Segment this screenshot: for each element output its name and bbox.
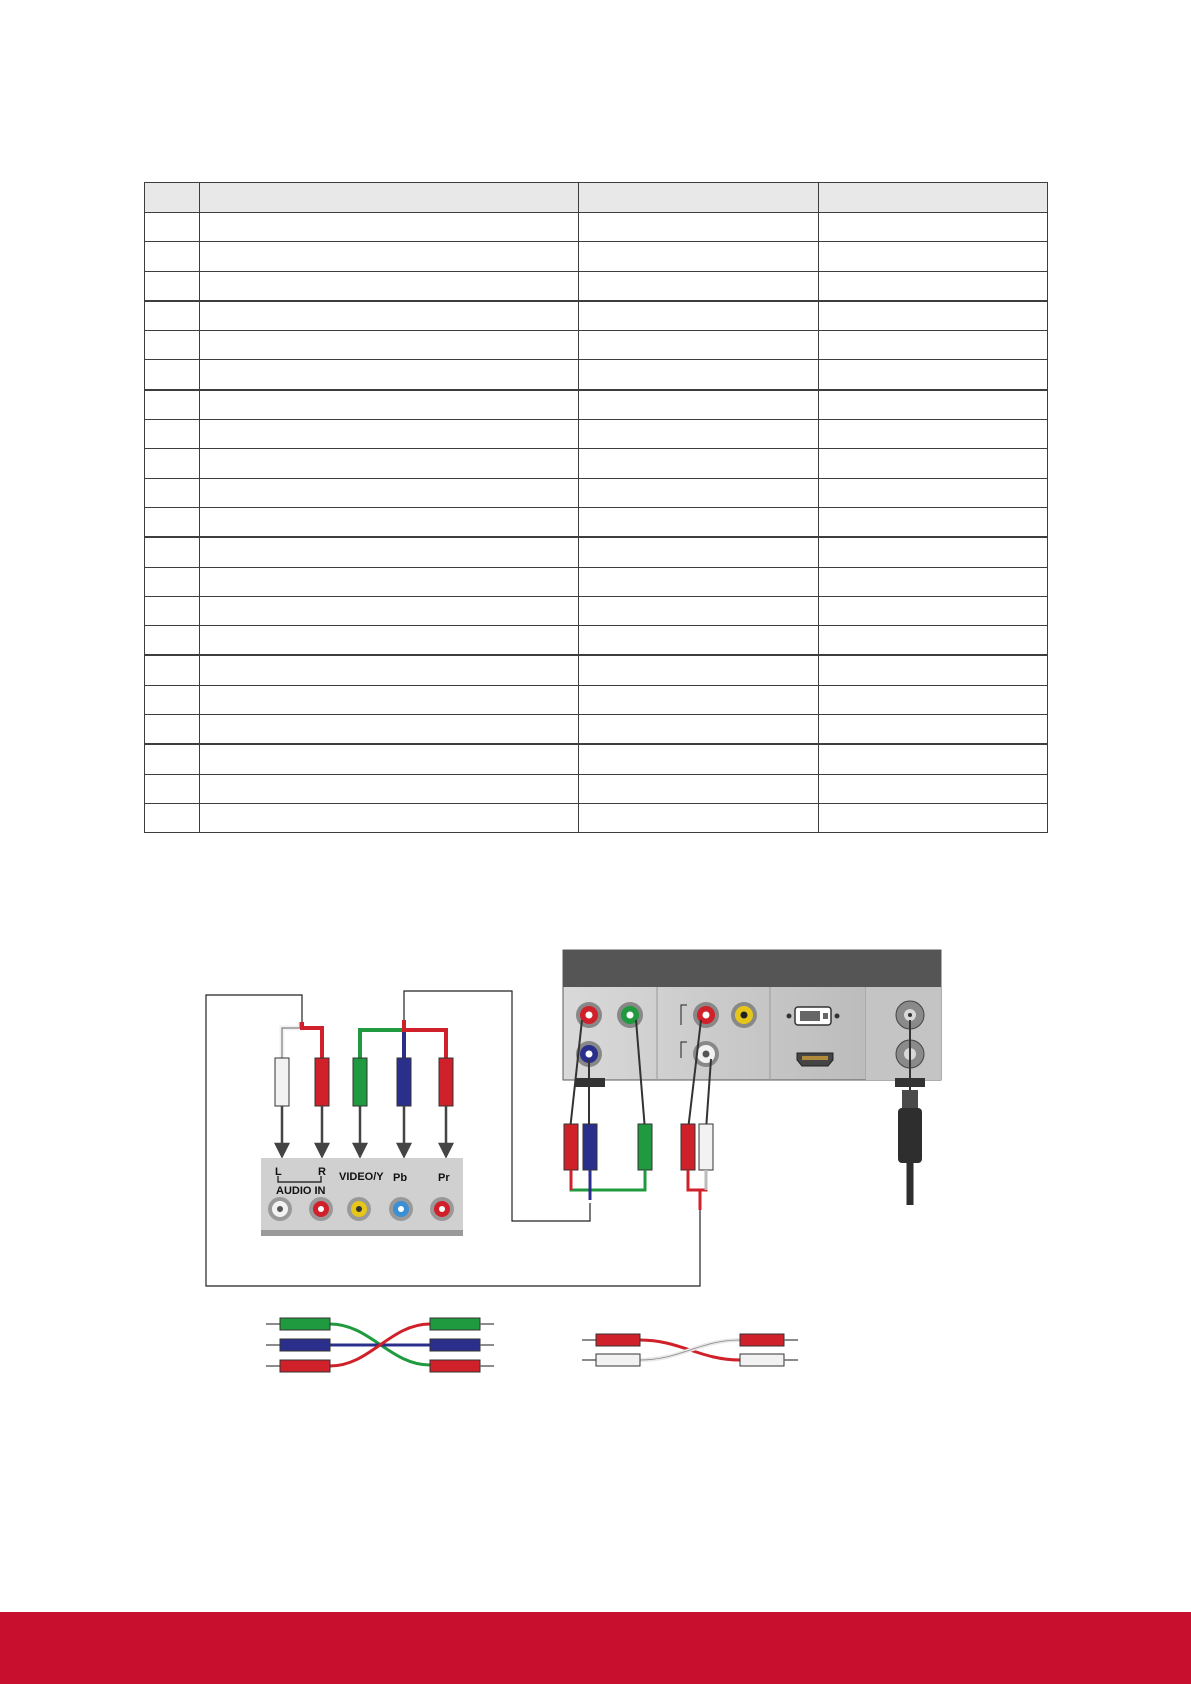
table-cell	[819, 420, 1048, 449]
table-cell	[145, 596, 200, 625]
tv-input-panel	[261, 1158, 463, 1236]
table-cell	[579, 655, 819, 685]
table-row	[145, 390, 1048, 420]
table-cell	[200, 774, 579, 803]
source-device	[563, 950, 941, 1087]
table-cell	[145, 715, 200, 745]
table-cell	[579, 449, 819, 478]
table-cell	[579, 744, 819, 774]
table-cell	[145, 774, 200, 803]
table-row	[145, 626, 1048, 656]
table-row	[145, 507, 1048, 537]
table-row	[145, 774, 1048, 803]
footer-bar	[0, 1612, 1191, 1684]
table-cell	[200, 744, 579, 774]
table-cell	[579, 803, 819, 832]
table-cell	[579, 715, 819, 745]
table-cell	[579, 360, 819, 390]
table-cell	[145, 420, 200, 449]
table-cell	[819, 331, 1048, 360]
table-cell	[579, 537, 819, 567]
table-header-cell	[579, 183, 819, 213]
table-cell	[579, 301, 819, 331]
video-jack	[731, 1002, 757, 1028]
table-cell	[819, 301, 1048, 331]
audio-in-label: AUDIO IN	[276, 1185, 326, 1197]
table-cell	[200, 449, 579, 478]
pb-input-jack	[389, 1197, 413, 1221]
audio-l-input-jack	[268, 1197, 292, 1221]
table-cell	[819, 596, 1048, 625]
table-cell	[200, 301, 579, 331]
table-row	[145, 242, 1048, 271]
table-cell	[200, 626, 579, 656]
table-cell	[145, 449, 200, 478]
table-cell	[819, 449, 1048, 478]
table-row	[145, 271, 1048, 301]
table-cell	[579, 331, 819, 360]
table-cell	[145, 803, 200, 832]
table-cell	[200, 537, 579, 567]
pr-label: Pr	[438, 1172, 450, 1184]
table-row	[145, 596, 1048, 625]
table-cell	[579, 390, 819, 420]
table-cell	[200, 715, 579, 745]
table-cell	[200, 507, 579, 537]
table-cell	[200, 478, 579, 507]
table-cell	[579, 774, 819, 803]
table-cell	[145, 360, 200, 390]
audio-cable-illustration	[582, 1334, 798, 1366]
audio-r-label: R	[318, 1166, 326, 1178]
table-cell	[145, 567, 200, 596]
table-cell	[819, 390, 1048, 420]
component-y-jack	[617, 1002, 643, 1028]
table-cell	[200, 242, 579, 271]
table-row	[145, 803, 1048, 832]
table-cell	[819, 242, 1048, 271]
table-row	[145, 478, 1048, 507]
table-cell	[145, 242, 200, 271]
table-cell	[200, 271, 579, 301]
audio-r-jack	[693, 1002, 719, 1028]
table-cell	[819, 626, 1048, 656]
table-cell	[819, 803, 1048, 832]
table-cell	[819, 507, 1048, 537]
table-cell	[819, 567, 1048, 596]
table-cell	[145, 744, 200, 774]
component-pr-jack	[576, 1002, 602, 1028]
table-cell	[579, 507, 819, 537]
table-cell	[200, 360, 579, 390]
table-cell	[819, 478, 1048, 507]
table-cell	[579, 213, 819, 242]
table-cell	[200, 331, 579, 360]
pr-input-jack	[430, 1197, 454, 1221]
table-cell	[819, 360, 1048, 390]
table-cell	[145, 301, 200, 331]
table-cell	[145, 478, 200, 507]
table-row	[145, 715, 1048, 745]
table-row	[145, 213, 1048, 242]
table-cell	[145, 507, 200, 537]
table-cell	[579, 478, 819, 507]
component-cable-illustration	[266, 1318, 494, 1372]
table-header-cell	[145, 183, 200, 213]
table-cell	[200, 390, 579, 420]
table-cell	[579, 271, 819, 301]
video-y-input-jack	[347, 1197, 371, 1221]
table-row	[145, 360, 1048, 390]
table-cell	[200, 420, 579, 449]
table-row	[145, 449, 1048, 478]
video-y-label: VIDEO/Y	[339, 1171, 384, 1183]
table-row	[145, 744, 1048, 774]
table-cell	[145, 685, 200, 714]
table-cell	[579, 685, 819, 714]
table-cell	[579, 420, 819, 449]
table-header-row	[145, 183, 1048, 213]
table-cell	[579, 626, 819, 656]
table-cell	[819, 774, 1048, 803]
table-cell	[200, 567, 579, 596]
table-cell	[819, 685, 1048, 714]
table-row	[145, 301, 1048, 331]
table-row	[145, 685, 1048, 714]
pb-label: Pb	[393, 1172, 408, 1184]
table-row	[145, 567, 1048, 596]
table-row	[145, 655, 1048, 685]
table-cell	[200, 685, 579, 714]
table-cell	[579, 596, 819, 625]
table-header-cell	[819, 183, 1048, 213]
table-row	[145, 420, 1048, 449]
table-header-cell	[200, 183, 579, 213]
table-cell	[145, 271, 200, 301]
table-cell	[819, 271, 1048, 301]
table-cell	[200, 655, 579, 685]
table-cell	[200, 596, 579, 625]
rca-plug-icon	[275, 1058, 453, 1106]
table-cell	[145, 390, 200, 420]
table-cell	[145, 655, 200, 685]
table-cell	[579, 567, 819, 596]
audio-l-label: L	[275, 1166, 282, 1178]
connection-diagram	[0, 940, 1191, 1380]
spec-table	[144, 182, 1048, 833]
audio-r-input-jack	[309, 1197, 333, 1221]
hdmi-port-icon	[797, 1053, 833, 1066]
table-cell	[200, 213, 579, 242]
table-cell	[819, 744, 1048, 774]
table-cell	[819, 537, 1048, 567]
table-cell	[200, 803, 579, 832]
table-row	[145, 331, 1048, 360]
table-cell	[145, 537, 200, 567]
dvi-port-icon	[787, 1007, 840, 1025]
table-row	[145, 537, 1048, 567]
table-cell	[145, 331, 200, 360]
table-cell	[579, 242, 819, 271]
table-cell	[819, 715, 1048, 745]
table-cell	[819, 213, 1048, 242]
table-cell	[145, 213, 200, 242]
table-cell	[145, 626, 200, 656]
table-cell	[819, 655, 1048, 685]
